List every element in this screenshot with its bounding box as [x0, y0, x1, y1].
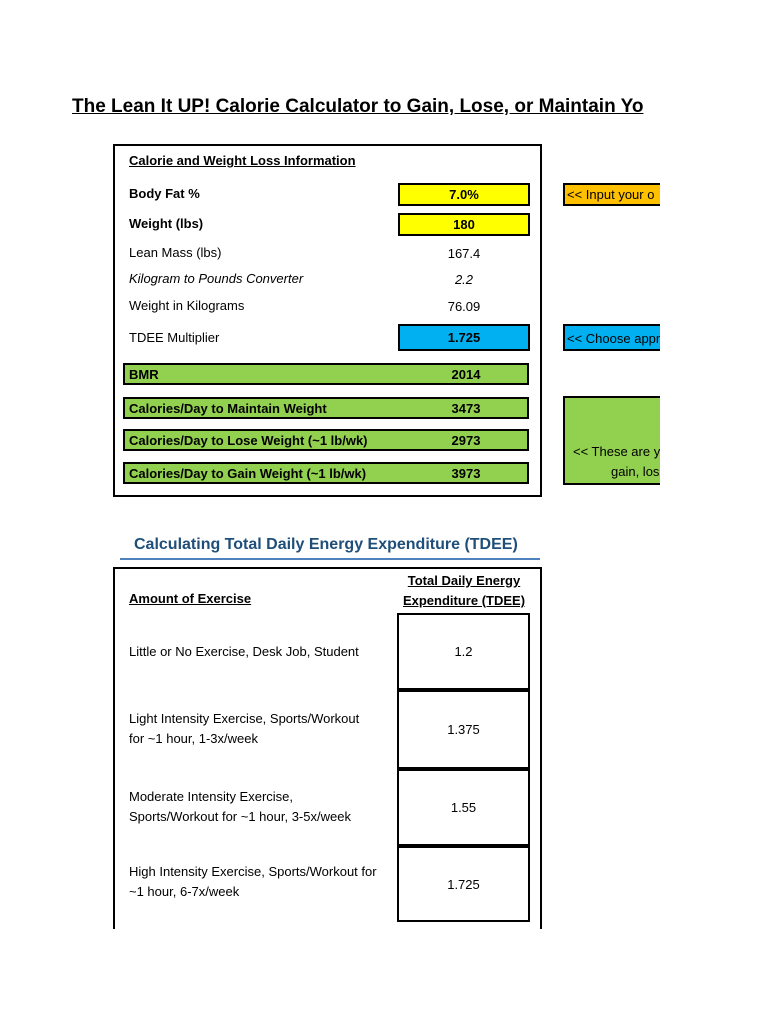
weight-label: Weight (lbs)	[129, 216, 204, 231]
exercise-row-2	[129, 709, 397, 749]
lean-mass-value: 167.4	[447, 245, 481, 261]
lean-mass-label: Lean Mass (lbs)	[129, 245, 222, 260]
calorie-info-heading: Calorie and Weight Loss Information	[129, 153, 356, 168]
tdee-value-3: 1.55	[397, 769, 530, 846]
exercise-column-header: Amount of Exercise	[129, 591, 252, 606]
exercise-row-4-line1: High Intensity Exercise, Sports/Workout for	[129, 864, 377, 879]
weight-input[interactable]: 180	[398, 213, 530, 236]
weight-kg-value: 76.09	[447, 298, 481, 314]
gain-label: Calories/Day to Gain Weight (~1 lb/wk)	[129, 466, 367, 481]
exercise-row-1-line1: Little or No Exercise, Desk Job, Student	[129, 644, 359, 659]
tdee-value-1: 1.2	[397, 613, 530, 690]
kg-converter-value: 2.2	[454, 271, 474, 287]
tdee-header-line2: Expenditure (TDEE)	[402, 593, 526, 608]
tdee-column-header	[398, 571, 530, 611]
weight-kg-label: Weight in Kilograms	[129, 298, 245, 313]
gain-value: 3973	[451, 466, 481, 481]
exercise-row-1	[129, 642, 397, 662]
tdee-value-2: 1.375	[397, 690, 530, 769]
results-note	[563, 396, 660, 485]
tdee-header-line1: Total Daily Energy	[407, 573, 521, 588]
exercise-row-2-line1: Light Intensity Exercise, Sports/Workout	[129, 711, 360, 726]
lose-row	[123, 429, 529, 451]
exercise-row-3	[129, 787, 397, 827]
bmr-label: BMR	[129, 367, 159, 382]
gain-row	[123, 462, 529, 484]
tdee-section-title: Calculating Total Daily Energy Expenditure (TDEE)	[134, 536, 518, 553]
results-note-line1: << These are y	[573, 444, 660, 459]
body-fat-label: Body Fat %	[129, 186, 200, 201]
exercise-row-3-line1: Moderate Intensity Exercise,	[129, 789, 294, 804]
bmr-row	[123, 363, 529, 385]
exercise-row-2-line2: for ~1 hour, 1-3x/week	[129, 731, 258, 746]
tdee-multiplier-select[interactable]: 1.725	[398, 324, 530, 351]
page-title: The Lean It UP! Calorie Calculator to Gain, Lose, or Maintain Yo	[72, 96, 644, 117]
input-note: << Input your o	[563, 183, 660, 206]
lose-label: Calories/Day to Lose Weight (~1 lb/wk)	[129, 433, 368, 448]
choose-note: << Choose appr	[563, 324, 660, 351]
tdee-multiplier-label: TDEE Multiplier	[129, 330, 220, 345]
section-rule	[120, 558, 540, 560]
kg-converter-label: Kilogram to Pounds Converter	[129, 271, 304, 286]
bmr-value: 2014	[451, 367, 481, 382]
results-note-line2: gain, los	[611, 464, 660, 479]
exercise-row-4-line2: ~1 hour, 6-7x/week	[129, 884, 240, 899]
maintain-label: Calories/Day to Maintain Weight	[129, 401, 327, 416]
body-fat-input[interactable]: 7.0%	[398, 183, 530, 206]
maintain-value: 3473	[451, 401, 481, 416]
exercise-row-4	[129, 862, 397, 902]
maintain-row	[123, 397, 529, 419]
tdee-value-4: 1.725	[397, 846, 530, 922]
exercise-row-3-line2: Sports/Workout for ~1 hour, 3-5x/week	[129, 809, 351, 824]
lose-value: 2973	[451, 433, 481, 448]
